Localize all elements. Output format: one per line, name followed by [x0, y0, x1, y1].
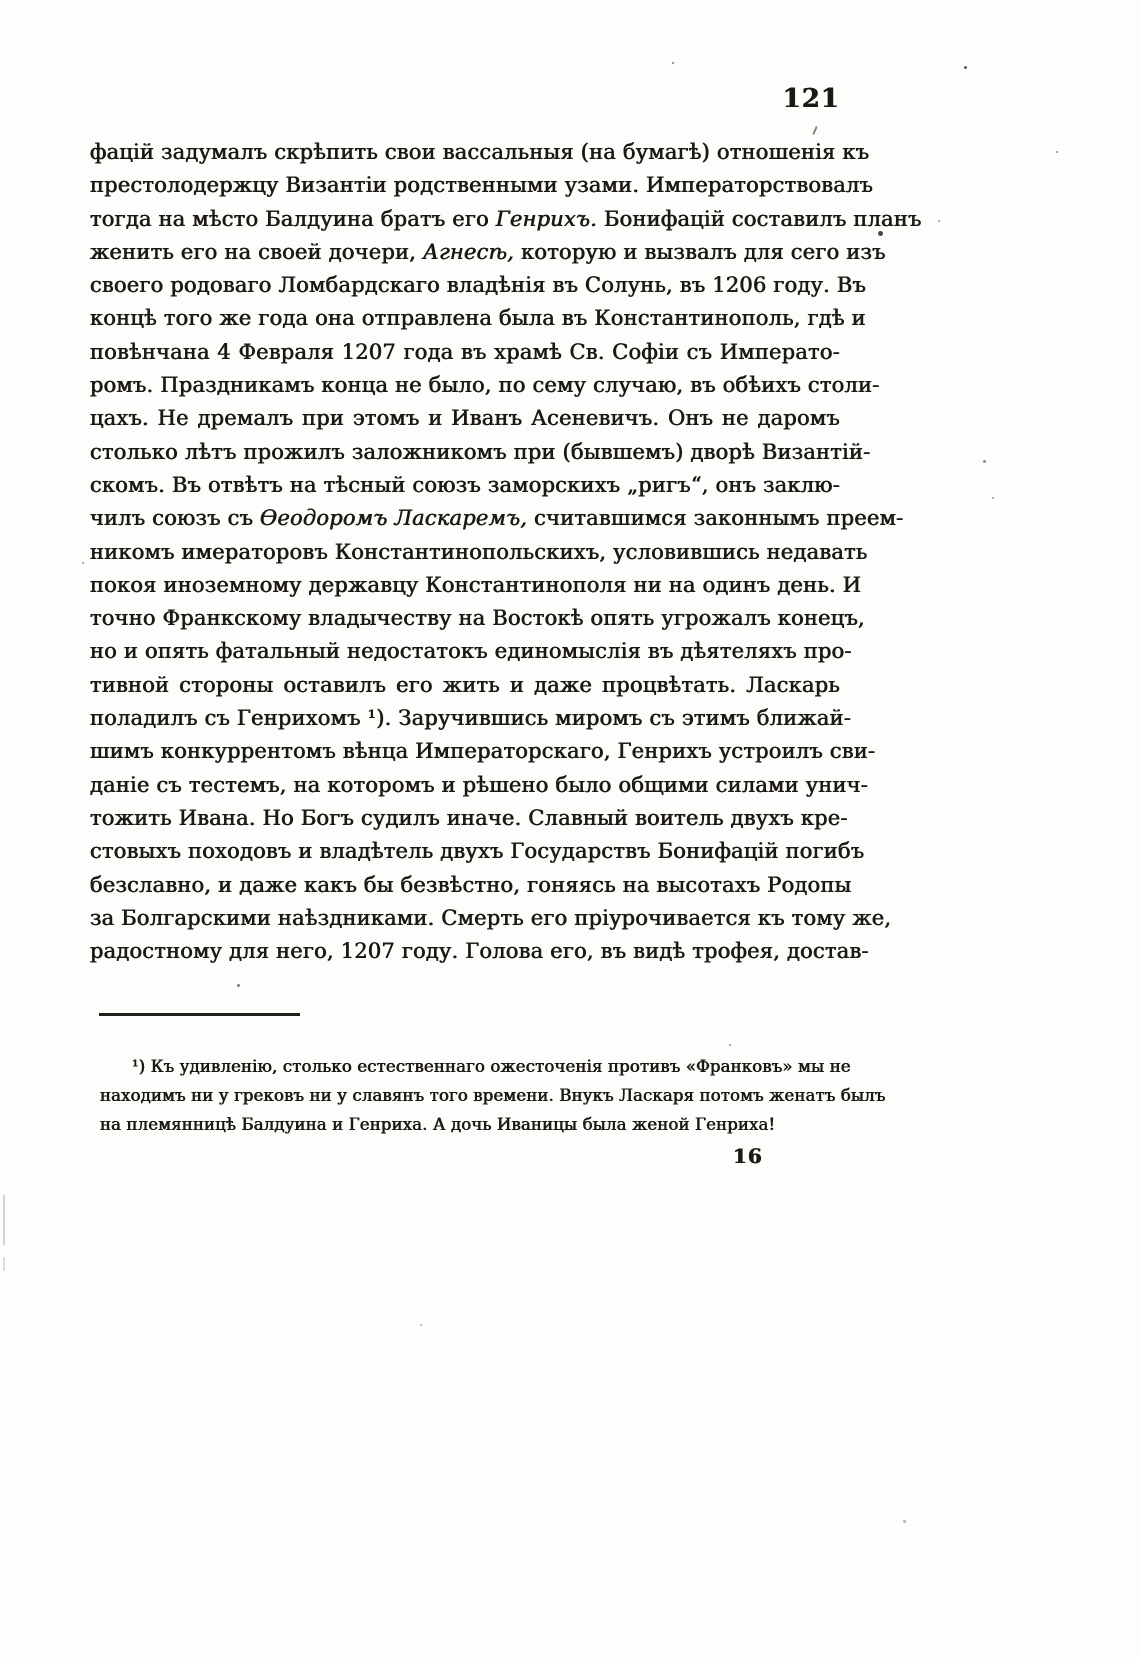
text-segment: тожить Ивана. Но Богъ судилъ иначе. Славный воитель двухъ кре-	[90, 805, 848, 830]
ink-speck	[82, 562, 84, 564]
text-segment: своего родоваго Ломбардскаго владѣнія въ Солунь, въ 1206 году. Въ	[90, 273, 867, 298]
page-edge-mark	[3, 1257, 5, 1271]
text-line	[90, 402, 840, 435]
text-segment: столько лѣтъ прожилъ заложникомъ при (бывшемъ) дворѣ Византій-	[90, 439, 871, 464]
signature-number: 16	[733, 1144, 763, 1168]
text-segment: радостному для него, 1207 году. Голова его, въ видѣ трофея, достав-	[90, 939, 869, 964]
text-line	[90, 302, 866, 335]
text-segment: даніе съ тестемъ, на которомъ и рѣшено было общими силами унич-	[90, 772, 869, 797]
text-line	[90, 136, 870, 169]
text-line	[90, 935, 869, 968]
text-line	[90, 769, 869, 802]
italic-text: Агнесѣ,	[423, 239, 515, 264]
text-line	[90, 236, 886, 269]
ink-speck	[992, 497, 994, 499]
ink-speck	[420, 1324, 422, 1326]
text-line	[90, 203, 922, 236]
text-line	[100, 1110, 845, 1139]
text-segment: поладилъ съ Генрихомъ ¹). Заручившись миромъ съ этимъ ближай-	[90, 706, 852, 731]
page-edge-mark	[3, 1195, 5, 1245]
italic-text: Генрихъ.	[495, 206, 598, 231]
text-line	[90, 436, 871, 469]
text-segment: тогда на мѣсто Балдуина братъ его	[90, 206, 496, 231]
text-segment: ¹) Къ удивленію, столько естественнаго ожесточенія противъ «Франковъ» мы не	[132, 1057, 851, 1076]
text-line	[90, 702, 852, 735]
ink-speck	[903, 1520, 906, 1523]
text-segment: чилъ союзъ съ	[90, 506, 261, 531]
text-line	[90, 635, 852, 668]
ink-speck	[237, 984, 240, 987]
text-line	[90, 602, 865, 635]
italic-text: Ѳеодоромъ Ласкаремъ,	[260, 506, 528, 531]
text-line	[90, 569, 862, 602]
text-segment: никомъ имераторовъ Константинопольскихъ, условившись недавать	[90, 539, 868, 564]
footnote-block	[100, 1052, 886, 1139]
text-segment: скомъ. Въ отвѣтъ на тѣсный союзъ заморскихъ „ригъ“, онъ заклю-	[90, 472, 841, 497]
text-segment: точно Франкскому владычеству на Востокѣ опять угрожалъ конецъ,	[90, 606, 865, 631]
ink-speck	[672, 62, 674, 64]
text-segment: за Болгарскими наѣздниками. Смерть его пріурочивается къ тому же,	[90, 905, 892, 930]
text-segment: концѣ того же года она отправлена была въ Константинополь, гдѣ и	[90, 306, 866, 331]
text-segment: которую и вызвалъ для сего изъ	[514, 239, 886, 264]
text-segment: повѣнчана 4 Февраля 1207 года въ храмѣ Св. Софіи съ Императо-	[90, 339, 840, 364]
text-segment: но и опять фатальный недостатокъ единомыслія въ дѣятеляхъ про-	[90, 639, 852, 664]
text-line	[90, 269, 867, 302]
footnote-separator	[99, 1013, 300, 1016]
text-segment: стовыхъ походовъ и владѣтель двухъ Государствъ Бонифацій погибъ	[90, 839, 865, 864]
ink-speck	[878, 231, 883, 236]
text-segment: на племянницѣ Балдуина и Генриха. А дочь Иваницы была женой Генриха!	[100, 1115, 776, 1134]
ink-mark	[812, 126, 817, 135]
text-segment: женить его на своей дочери,	[90, 239, 424, 264]
ink-speck	[729, 1044, 731, 1046]
page-number: 121	[782, 84, 840, 114]
text-segment: считавшимся законнымъ преем-	[527, 506, 904, 531]
text-line	[90, 502, 904, 535]
ink-speck	[983, 460, 986, 463]
text-line	[90, 669, 840, 702]
text-segment: находимъ ни у грековъ ни у славянъ того времени. Внукъ Ласкаря потомъ женатъ былъ	[100, 1086, 886, 1105]
text-segment: фацій задумалъ скрѣпить свои вассальныя (на бумагѣ) отношенія къ	[90, 140, 870, 164]
text-line	[90, 735, 876, 768]
text-segment: безславно, и даже какъ бы безвѣстно, гоняясь на высотахъ Родопы	[90, 872, 852, 897]
text-line	[90, 369, 880, 402]
text-segment: Бонифацій составилъ планъ	[597, 206, 922, 231]
ink-speck	[938, 220, 940, 222]
text-line	[90, 869, 852, 902]
text-line	[90, 336, 840, 369]
text-line	[90, 169, 874, 202]
text-line	[90, 902, 892, 935]
text-line	[100, 1081, 886, 1110]
text-segment: ромъ. Праздникамъ конца не было, по сему случаю, въ обѣихъ столи-	[90, 373, 880, 398]
text-segment: престолодержцу Византіи родственными узами. Императорствовалъ	[90, 173, 874, 198]
ink-speck	[964, 66, 967, 69]
text-line	[100, 1052, 851, 1081]
text-segment: тивной стороны оставилъ его жить и даже процвѣтать. Ласкарь	[90, 672, 840, 697]
text-line	[90, 469, 840, 502]
text-line	[90, 802, 848, 835]
main-text-block	[90, 136, 922, 968]
text-segment: цахъ. Не дремалъ при этомъ и Иванъ Асеневичъ. Онъ не даромъ	[90, 406, 840, 431]
text-line	[90, 536, 868, 569]
text-segment: покоя иноземному державцу Константинополя ни на одинъ день. И	[90, 572, 862, 597]
ink-speck	[1056, 151, 1058, 153]
text-line	[90, 835, 865, 868]
text-segment: шимъ конкуррентомъ вѣнца Императорскаго, Генрихъ устроилъ сви-	[90, 739, 876, 764]
